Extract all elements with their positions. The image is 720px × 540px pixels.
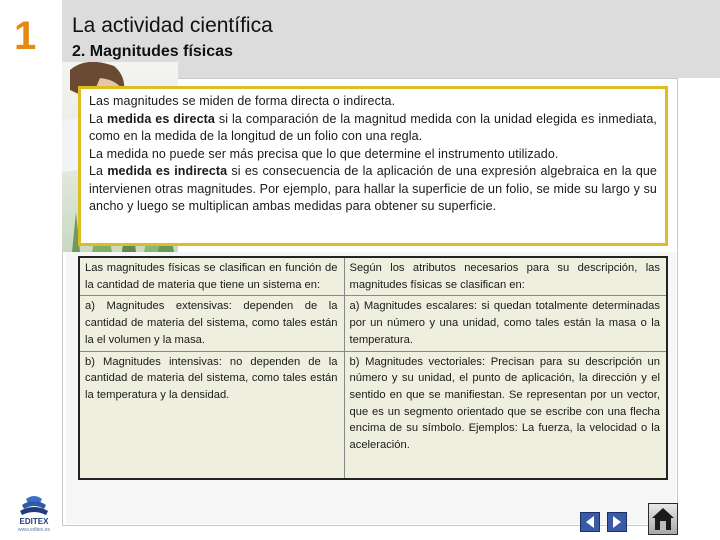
arrow-right-icon (608, 513, 626, 531)
logo-url: www.editex.es (18, 527, 50, 533)
home-button[interactable] (648, 503, 678, 535)
section-subtitle: 2. Magnitudes físicas (72, 43, 233, 60)
intro-precision-note: La medida no puede ser más precisa que lo que determine el instrumento utilizado. (89, 146, 559, 161)
indirect-term: medida es indirecta (107, 164, 228, 178)
table-cell: b) Magnitudes vectoriales: Precisan para su descripción un número y su unidad, el punto de aplicación, la dirección y el sentido en que se manifiestan. Se representan por un vector, que es un segmento orientado que se escribe con una flecha encima de su símbolo. Ejemplos: La fuerza, la velocidad o la aceleración. (344, 351, 667, 479)
page-title: La actividad científica (72, 14, 273, 37)
table-row (79, 296, 667, 351)
unit-number: 1 (14, 14, 37, 58)
home-icon (649, 504, 677, 534)
table-cell: a) Magnitudes extensivas: dependen de la cantidad de materia del sistema, como tales están la el volumen y la masa. (79, 296, 344, 351)
editex-logo-mark (12, 495, 56, 517)
indirect-definition: si es consecuencia de la aplicación de una expresión algebraica en la que intervienen otras magnitudes. Por ejemplo, para hallar la superficie de un folio, se mide su largo y su ancho y luego se multiplican ambas medidas para obtener su superficie. (89, 164, 657, 213)
unit-number-box (0, 0, 62, 78)
editex-logo (12, 495, 56, 537)
classification-table (78, 256, 668, 480)
table-row (79, 351, 667, 479)
next-button[interactable] (607, 512, 627, 532)
table-cell: Las magnitudes físicas se clasifican en función de la cantidad de materia que tiene un sistema en: (79, 257, 344, 296)
table-cell: b) Magnitudes intensivas: no dependen de la cantidad de materia del sistema, como tales están la temperatura y la densidad. (79, 351, 344, 479)
intro-indirect-measure (89, 163, 657, 216)
table-cell: Según los atributos necesarios para su descripción, las magnitudes físicas se clasifican en: (344, 257, 667, 296)
table-cell: a) Magnitudes escalares: si quedan totalmente determinadas por un número y una unidad, como tales están la masa o la temperatura. (344, 296, 667, 351)
direct-term: medida es directa (107, 111, 215, 126)
intro-text-box (78, 86, 668, 246)
intro-direct-measure (89, 111, 657, 146)
previous-button[interactable] (580, 512, 600, 532)
indirect-prefix: La (89, 164, 104, 178)
intro-line-1: Las magnitudes se miden de forma directa o indirecta. (89, 94, 396, 108)
direct-prefix: La (89, 111, 104, 126)
direct-definition: si la comparación de la magnitud medida con la unidad elegida es inmediata, como en la medida de la longitud de un folio con una regla. (89, 111, 657, 143)
table-row (79, 257, 667, 296)
arrow-left-icon (581, 513, 599, 531)
logo-text: EDITEX (19, 517, 49, 526)
